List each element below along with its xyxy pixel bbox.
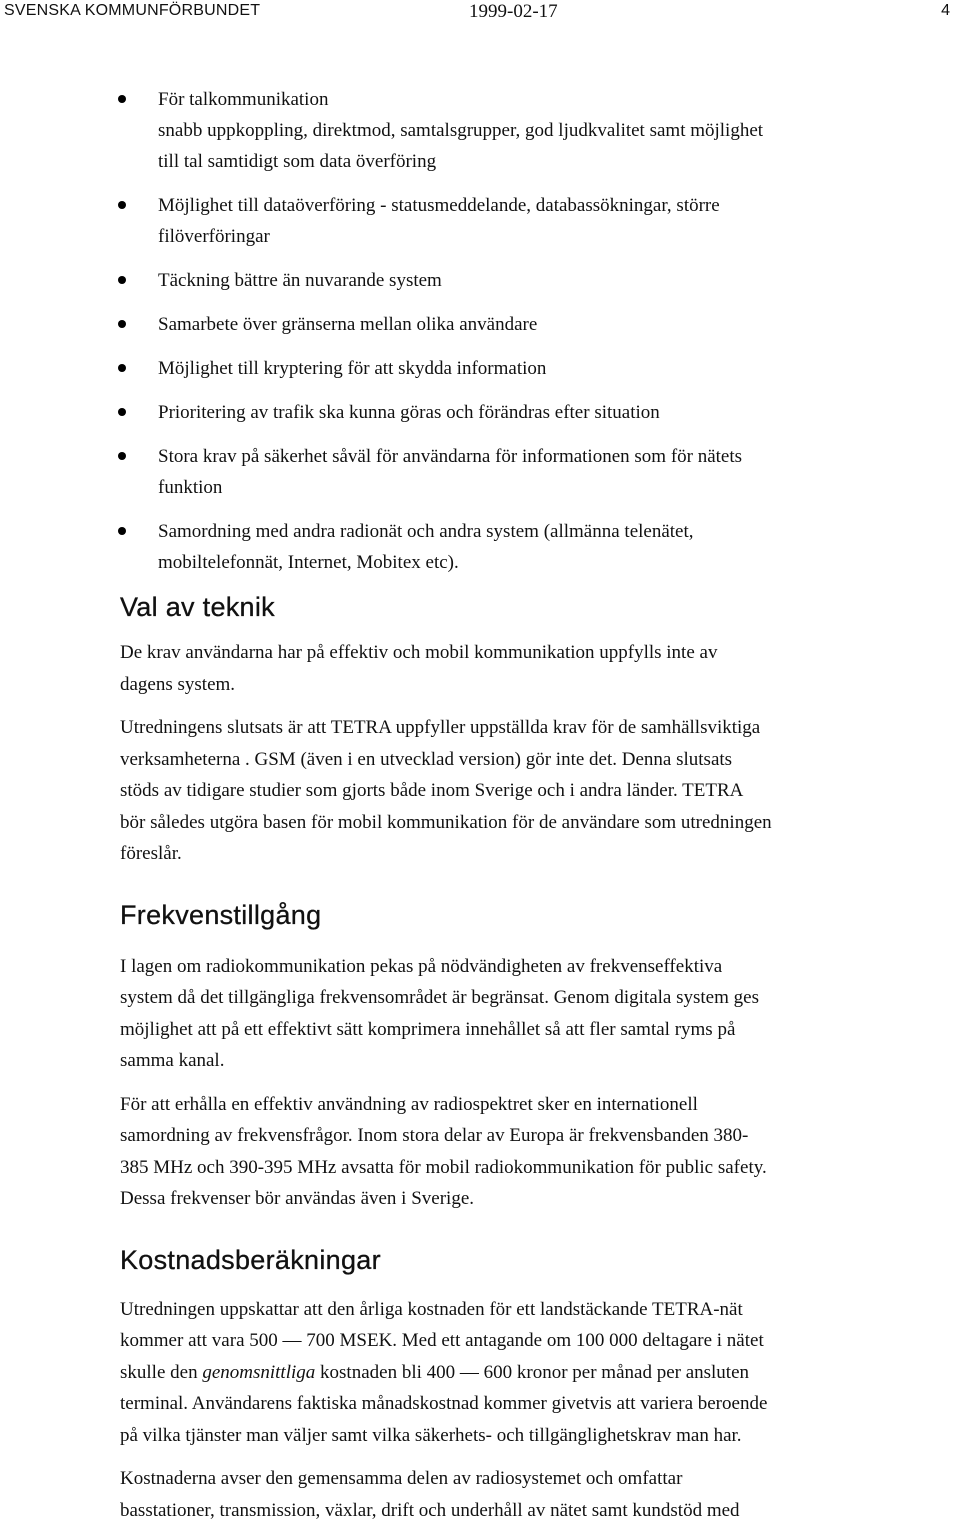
paragraph-line: Dessa frekvenser bör användas även i Sverige.	[120, 1188, 475, 1209]
list-item	[118, 309, 920, 340]
bullet-icon	[118, 408, 126, 416]
page-number: 4	[941, 2, 950, 19]
list-item	[118, 516, 920, 578]
list-item-line: Samordning med andra radionät och andra system (allmänna telenätet,	[158, 521, 694, 542]
paragraph-line: kommer att vara 500 — 700 MSEK. Med ett antagande om 100 000 deltagare i nätet	[120, 1330, 764, 1351]
paragraph-line: samma kanal.	[120, 1050, 225, 1071]
list-item-line: Täckning bättre än nuvarande system	[158, 270, 442, 291]
list-item-line: mobiltelefonnät, Internet, Mobitex etc).	[158, 552, 459, 573]
list-item	[118, 353, 920, 384]
header-organization: SVENSKA KOMMUNFÖRBUNDET	[4, 2, 261, 19]
list-item-line: Prioritering av trafik ska kunna göras och förändras efter situation	[158, 402, 660, 423]
list-item-line: För talkommunikation	[158, 89, 329, 110]
list-item-line: till tal samtidigt som data överföring	[158, 151, 437, 172]
list-item-line: Möjlighet till kryptering för att skydda information	[158, 358, 547, 379]
paragraph-line: bör således utgöra basen för mobil kommunikation för de användare som utredningen	[120, 811, 772, 833]
header-date: 1999-02-17	[469, 1, 558, 22]
paragraph-line	[120, 1357, 920, 1389]
paragraph-line: Kostnaderna avser den gemensamma delen av radiosystemet och omfattar	[120, 1468, 683, 1489]
bullet-icon	[118, 320, 126, 328]
section-heading-val-av-teknik: Val av teknik	[120, 592, 275, 622]
list-item	[118, 190, 920, 252]
page-header	[0, 0, 960, 28]
paragraph-line: stöds av tidigare studier som gjorts både inom Sverige och i andra länder. TETRA	[120, 780, 744, 801]
list-item-line: Möjlighet till dataöverföring - statusmeddelande, databassökningar, större	[158, 195, 720, 216]
paragraph	[120, 1463, 920, 1526]
paragraph-line: Utredningens slutsats är att TETRA uppfyller uppställda krav för de samhällsviktiga	[120, 717, 761, 738]
paragraph-line: För att erhålla en effektiv användning av radiospektret sker en internationell	[120, 1093, 698, 1115]
list-item-line: Stora krav på säkerhet såväl för användarna för informationen som för nätets	[158, 446, 743, 467]
paragraph	[120, 712, 920, 870]
list-item-line: Samarbete över gränserna mellan olika användare	[158, 314, 538, 335]
paragraph-line: I lagen om radiokommunikation pekas på nödvändigheten av frekvenseffektiva	[120, 955, 723, 977]
paragraph-line: verksamheterna . GSM (även i en utvecklad version) gör inte det. Denna slutsats	[120, 748, 733, 770]
paragraph-line: system då det tillgängliga frekvensområdet är begränsat. Genom digitala system ges	[120, 987, 759, 1008]
paragraph	[120, 637, 920, 700]
bullet-icon	[118, 95, 126, 103]
paragraph-line: terminal. Användarens faktiska månadskostnad kommer givetvis att variera beroende	[120, 1393, 768, 1414]
paragraph-line: möjlighet att på ett effektivt sätt komprimera innehållet så att fler samtal ryms på	[120, 1018, 736, 1040]
paragraph-line: föreslår.	[120, 843, 182, 864]
bullet-icon	[118, 276, 126, 284]
section-heading-kostnadsberakningar: Kostnadsberäkningar	[120, 1244, 381, 1275]
paragraph-line: basstationer, transmission, växlar, drift och underhåll av nätet samt kundstöd med	[120, 1499, 740, 1521]
list-item-line: filöverföringar	[158, 226, 270, 247]
paragraph-line: 385 MHz och 390-395 MHz avsatta för mobil radiokommunikation för public safety.	[120, 1156, 767, 1178]
requirements-list	[118, 84, 920, 578]
paragraph	[120, 1089, 920, 1215]
text-run: kostnaden bli 400 — 600 kronor per månad per ansluten	[315, 1361, 750, 1383]
bullet-icon	[118, 201, 126, 209]
list-item	[118, 84, 920, 177]
paragraph	[120, 1294, 920, 1452]
bullet-icon	[118, 527, 126, 535]
paragraph-line: Utredningen uppskattar att den årliga kostnaden för ett landstäckande TETRA-nät	[120, 1298, 743, 1320]
list-item	[118, 441, 920, 503]
emphasized-text: genomsnittliga	[202, 1361, 316, 1383]
document-body	[120, 84, 920, 1526]
bullet-icon	[118, 452, 126, 460]
list-item-line: funktion	[158, 477, 223, 498]
paragraph-line: samordning av frekvensfrågor. Inom stora delar av Europa är frekvensbanden 380-	[120, 1125, 749, 1146]
paragraph-line: De krav användarna har på effektiv och mobil kommunikation uppfylls inte av	[120, 642, 718, 663]
list-item-line: snabb uppkoppling, direktmod, samtalsgrupper, god ljudkvalitet samt möjlighet	[158, 120, 764, 141]
paragraph-line: på vilka tjänster man väljer samt vilka säkerhets- och tillgänglighetskrav man har.	[120, 1424, 742, 1446]
paragraph-line: dagens system.	[120, 673, 236, 695]
paragraph	[120, 951, 920, 1077]
list-item	[118, 397, 920, 428]
text-run: skulle den	[120, 1361, 203, 1383]
bullet-icon	[118, 364, 126, 372]
list-item	[118, 265, 920, 296]
section-heading-frekvenstillgang: Frekvenstillgång	[120, 899, 322, 930]
